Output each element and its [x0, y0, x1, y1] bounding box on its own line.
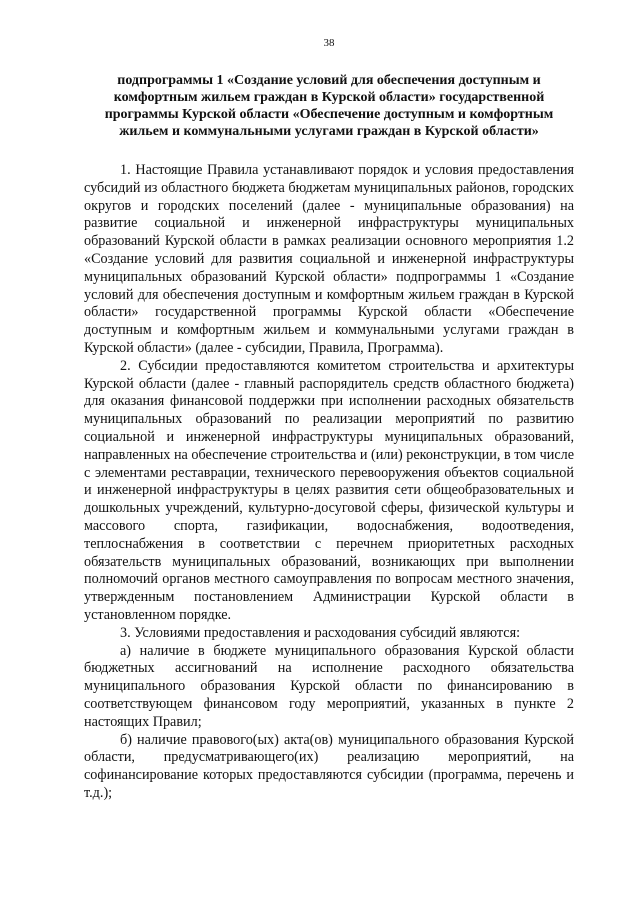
paragraph-2: 2. Субсидии предоставляются комитетом строительства и архитектуры Курской области (далее - главный распорядитель средств областного бюджета) для оказания финансовой поддержки при исполнении расходных обязательств муниципальных образований по реализации мероприятий по развитию социальной и инженерной инфраструктуры муниципальных образований, направленных на обеспечение строительства и (или) реконструкции, в том числе с элементами реставрации, технического перевооружения объектов социальной и инженерной инфраструктуры в целях развития сети общеобразовательных и дошкольных учреждений, культурно-досуговой сферы, физической культуры и массового спорта, газификации, водоснабжения, водоотведения, теплоснабжения в соответствии с перечнем приоритетных расходных обязательств муниципальных образований, возникающих при выполнении полномочий органов местного самоуправления по вопросам местного значения, утвержденным постановлением Администрации Курской области в установленном порядке. [84, 357, 574, 623]
page-number: 38 [323, 37, 335, 49]
paragraph-3: 3. Условиями предоставления и расходования субсидий являются: [120, 624, 521, 641]
section-heading: подпрограммы 1 «Создание условий для обеспечения доступным и комфортным жильем граждан в Курской области» государственной программы Курской области «Обеспечение доступным и комфортным жильем и коммунальными услугами граждан в Курской области» [104, 73, 554, 139]
paragraph-3a: а) наличие в бюджете муниципального образования Курской области бюджетных ассигнований на исполнение расходного обязательства муниципального образования Курской области по финансированию в соответствующем финансовом году мероприятий, указанных в пункте 2 настоящих Правил; [84, 642, 574, 730]
document-body [84, 162, 574, 803]
paragraph-1: 1. Настоящие Правила устанавливают порядок и условия предоставления субсидий из областного бюджета бюджетам муниципальных районов, городских округов и городских поселений (далее - муниципальные образования) на развитие социальной и инженерной инфраструктуры муниципальных образований Курской области в рамках реализации основного мероприятия 1.2 «Создание условий для развития социальной и инженерной инфраструктуры муниципальных образований Курской области» подпрограммы 1 «Создание условий для обеспечения доступным и комфортным жильем граждан в Курской области» государственной программы Курской области «Обеспечение доступным и комфортным жильем и коммунальными услугами граждан в Курской области» (далее - субсидии, Правила, Программа). [84, 162, 574, 356]
paragraph-3b: б) наличие правового(ых) акта(ов) муниципального образования Курской области, предусматривающего(их) реализацию мероприятий, на софинансирование которых предоставляются субсидии (программа, перечень и т.д.); [84, 731, 574, 801]
